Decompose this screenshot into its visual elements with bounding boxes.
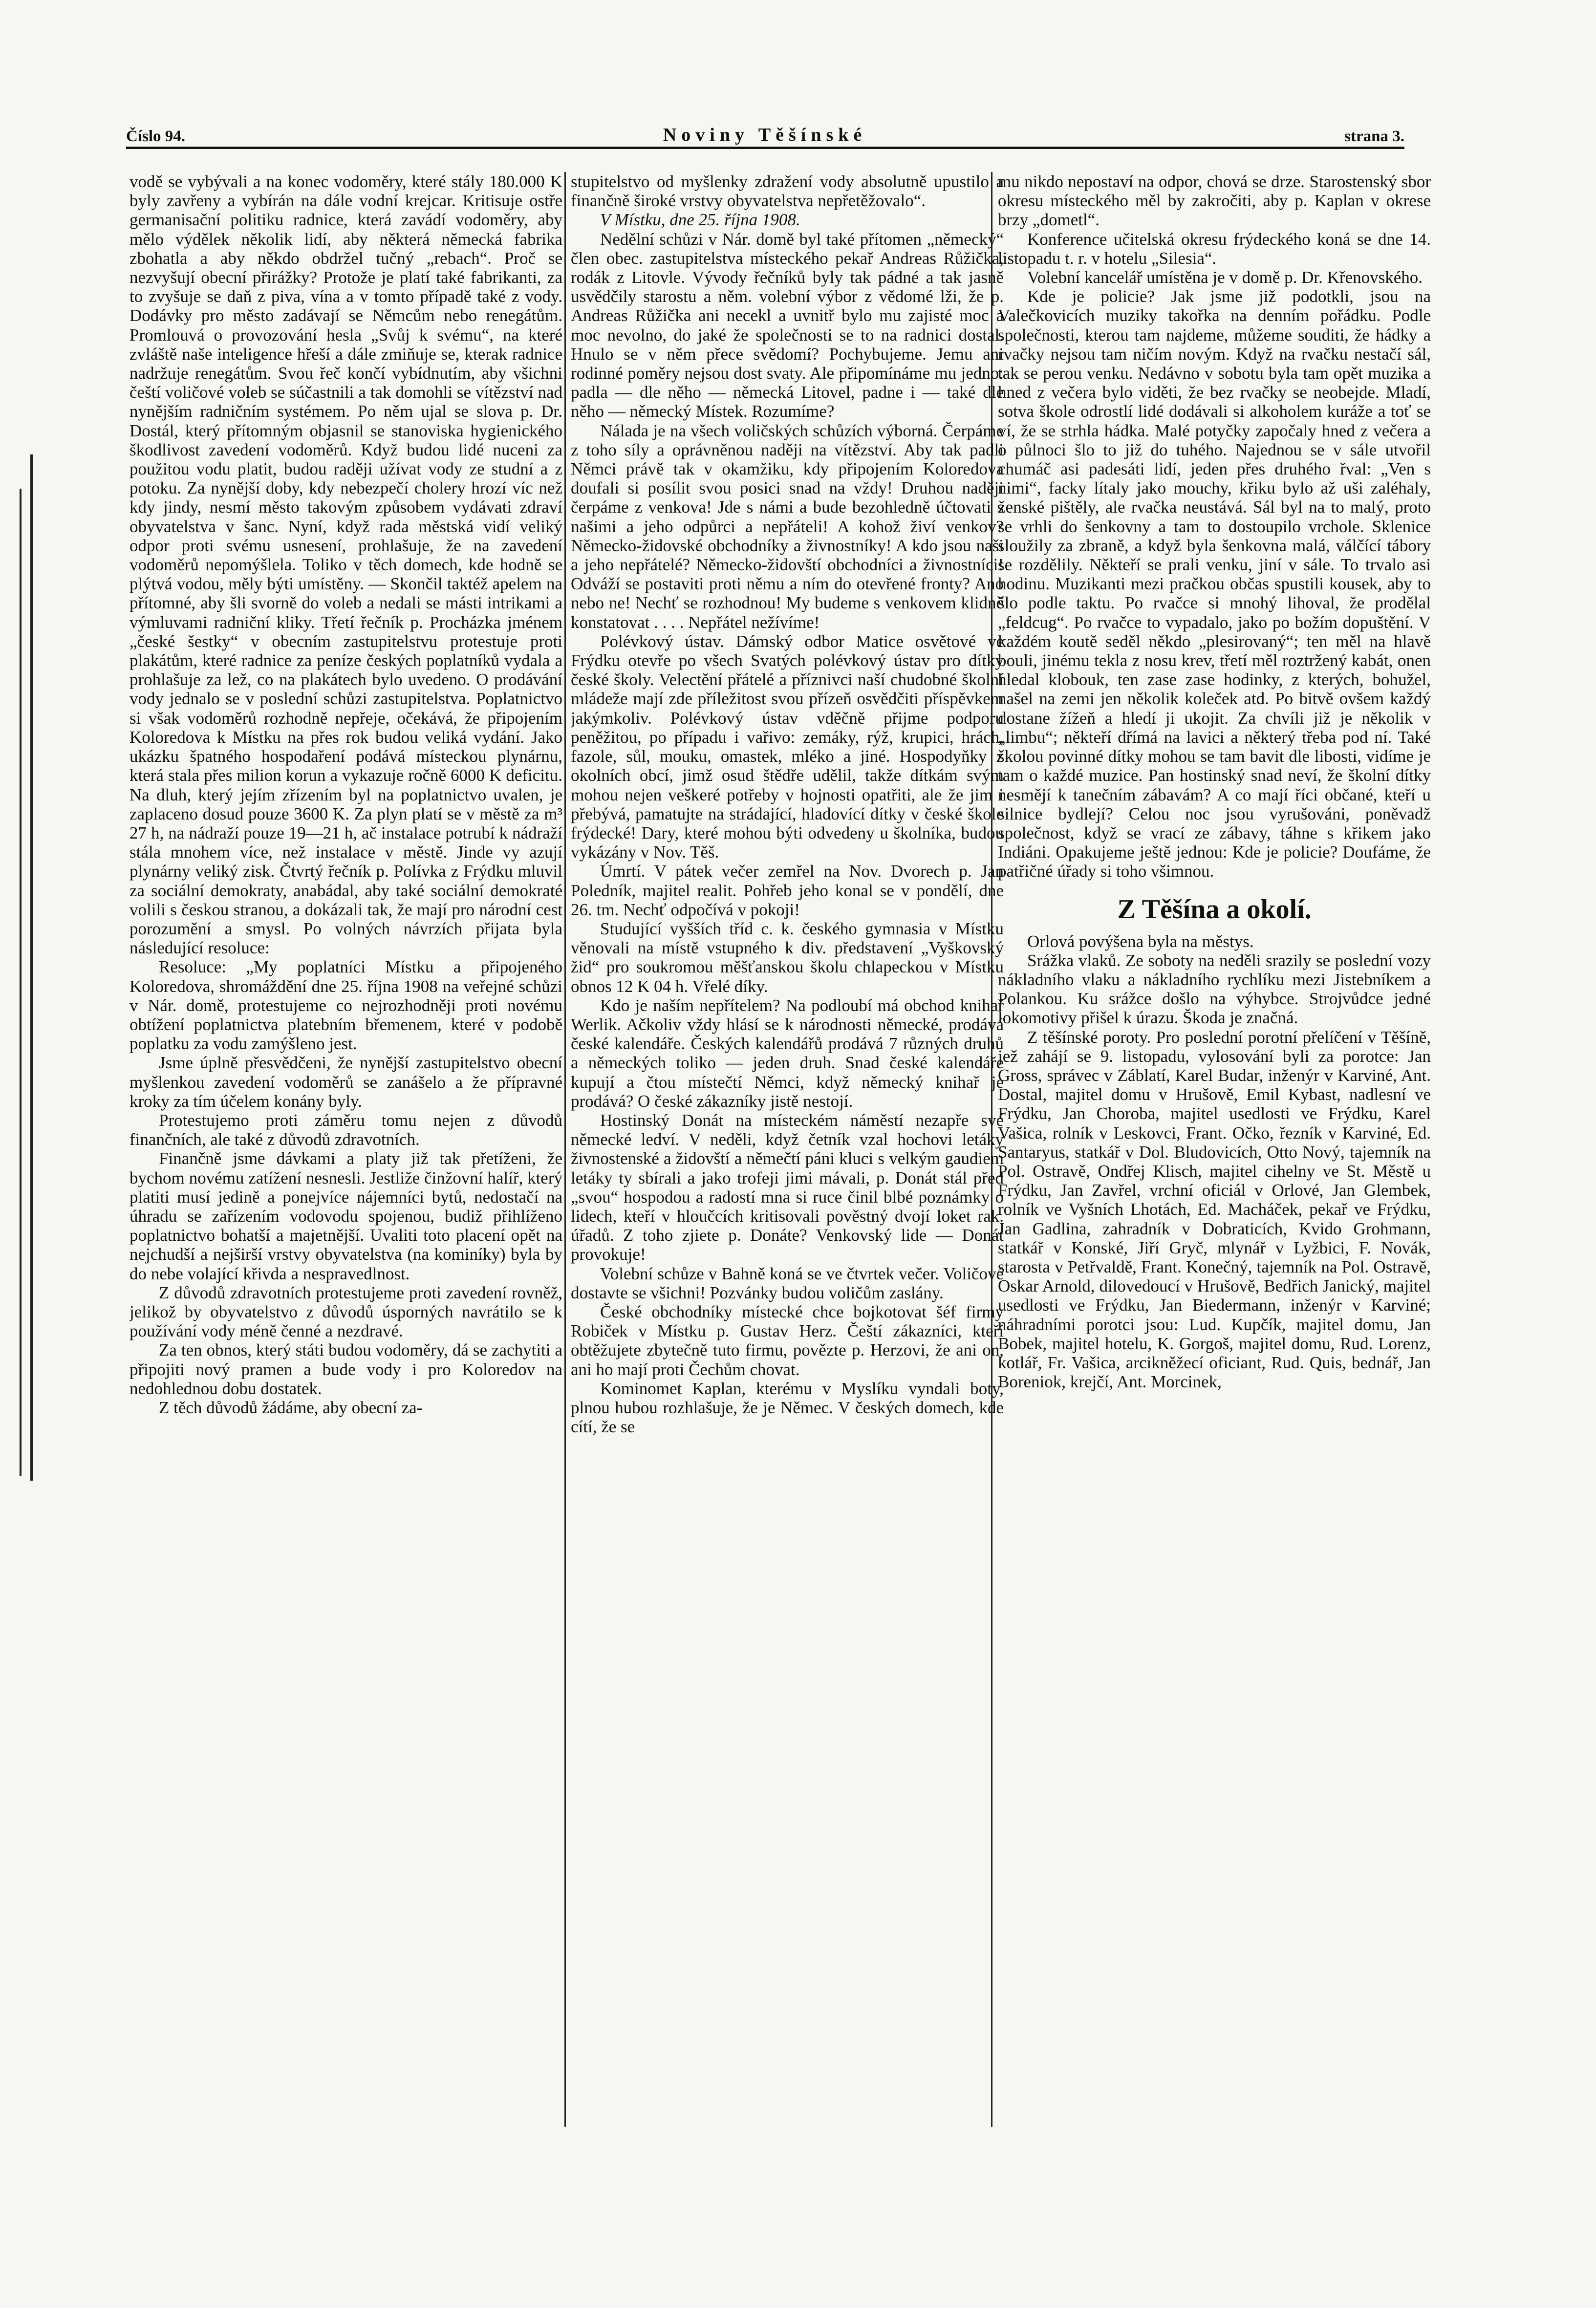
paragraph: Finančně jsme dávkami a platy již tak přetíženi, že bychom novému zatížení nesnesli. Jestliže činžovní halíř, který platiti musí jedině a ponejvíce nájemníci bytů, nedostačí na úhradu se zařízením vodovodu spojenou, budiž přihlíženo poplatnictvo bohatší a majetnější. Uvaliti toto placení opět na nejchudší a nejširší vrstvy obyvatelstva (na kominíky) byla by do nebe volající křivda a nespravedlnost. — [129, 1149, 562, 1283]
section-heading: Z Těšína a okolí. — [1117, 894, 1312, 925]
paragraph: Úmrtí. V pátek večer zemřel na Nov. Dvorech p. Jan Poledník, majitel realit. Pohřeb jeho konal se v pondělí, dne 26. tm. Nechť odpočívá v pokoji! — [571, 862, 1004, 919]
paragraph: České obchodníky místecké chce bojkotovat šéf firmy Robiček v Místku p. Gustav Herz. Čeští zákazníci, kteří obtěžujete zbytečně tuto firmu, povězte p. Herzovi, že ani on, ani ho mají proti Čechům chovat. — [571, 1302, 1004, 1379]
paragraph: Resoluce: „My poplatníci Místku a připojeného Koloredova, shromáždění dne 25. října 1908 na veřejné schůzi v Nár. domě, protestujeme co nejrozhodněji proti novému obtížení poplatnictva platebním břemenem, které v podobě poplatku za vodu zamýšleno jest. — [129, 957, 562, 1054]
page-header — [126, 116, 1404, 146]
paragraph: Srážka vlaků. Ze soboty na neděli srazily se poslední vozy nákladního vlaku a nákladního rychlíku mezi Jistebníkem a Polankou. Ku srážce došlo na výhybce. Strojvůdce jedné lokomotivy přišel k úrazu. Škoda je značná. — [998, 950, 1431, 1028]
paragraph: Kominomet Kaplan, kterému v Myslíku vyndali boty, plnou hubou rozhlašuje, že je Němec. V českých domech, kde cítí, že se — [571, 1379, 1004, 1437]
issue-number: Číslo 94. — [126, 128, 186, 145]
newspaper-title: Noviny Těšínské — [663, 125, 867, 145]
paragraph: Orlová povýšena byla na městys. — [1027, 931, 1254, 951]
paragraph: Volební kancelář umístěna je v domě p. Dr. Křenovského. — [1027, 268, 1423, 287]
column-1 — [129, 172, 562, 2151]
paragraph: stupitelstvo od myšlenky zdražení vody absolutně upustilo a finančně široké vrstvy obyvatelstva nepřetěžovalo“. — [571, 172, 1004, 211]
paragraph: Z těšínské poroty. Pro poslední porotní přelíčení v Těšíně, jež zahájí se 9. listopadu, vylosování byli za porotce: Jan Gross, správec v Záblatí, Karel Budar, inženýr v Karviné, Ant. Dostal, majitel domu v Hrušově, Emil Kybast, nadlesní ve Frýdku, Jan Choroba, majitel usedlosti ve Frýdku, Karel Vašica, rolník v Leskovci, Frant. Očko, řezník v Karviné, Ed. Santaryus, statkář v Dol. Bludovicích, Otto Nový, tajemník na Pol. Ostravě, Ondřej Klisch, majitel cihelny ve St. Městě u Frýdku, Jan Zavřel, vrchní oficiál v Orlové, Jan Glembek, rolník ve Vyšních Lhotách, Ed. Macháček, pekař ve Frýdku, Jan Gadlina, zahradník v Dobraticích, Kvido Grohmann, statkář v Konské, Jiří Gryč, mlynář v Lyžbici, F. Novák, starosta v Petřvaldě, Frant. Konečný, tajemník na Pol. Ostravě, Oskar Arnold, dilovedoucí v Hrušově, Bedřich Janický, majitel usedlosti ve Frýdku, Jan Biedermann, inženýr v Karviné; náhradními porotci jsou: Lud. Kupčík, majitel domu, Jan Bobek, majitel hotelu, K. Gorgoš, majitel domu, Rud. Lorenz, kotlář, Fr. Vašica, arcikněžecí oficiant, Rud. Quis, bednář, Jan Boreniok, krejčí, Ant. Morcinek, — [998, 1027, 1431, 1392]
paragraph: Za ten obnos, který státi budou vodoměry, dá se zachytiti a připojiti nový pramen a bude vody i pro Koloredov na nedohlednou dobu dostatek. — [129, 1340, 562, 1398]
paragraph: Protestujemo proti záměru tomu nejen z důvodů finančních, ale také z důvodů zdravotních. — [129, 1110, 562, 1149]
paragraph: Z důvodů zdravotních protestujeme proti zavedení rovněž, jelikož by obyvatelstvo z důvodů úsporných navrátilo se k používání vody méně čenné a nezdravé. — [129, 1283, 562, 1341]
paragraph: Jsme úplně přesvědčeni, že nynější zastupitelstvo obecní myšlenkou zavedení vodoměrů se zanášelo a že přípravné kroky za tím účelem konány byly. — [129, 1053, 562, 1111]
paragraph: Volební schůze v Bahně koná se ve čtvrtek večer. Voličové dostavte se všichni! Pozvánky budou voličům zaslány. — [571, 1264, 1004, 1302]
column-2 — [571, 172, 1004, 2151]
paragraph: Studující vyšších tříd c. k. českého gymnasia v Místku věnovali na místě vstupného k div. představení „Vyškovský žid“ pro soukromou měšťanskou školu chlapeckou v Místku obnos 12 K 04 h. Vřelé díky. — [571, 919, 1004, 996]
paragraph: Konference učitelská okresu frýdeckého koná se dne 14. listopadu t. r. v hotelu „Silesia“. — [998, 229, 1431, 268]
left-margin-mark — [30, 454, 33, 1481]
paragraph: mu nikdo nepostaví na odpor, chová se drze. Starostenský sbor okresu místeckého měl by zakročiti, aby p. Kaplan v okrese brzy „dometl“. — [998, 172, 1431, 230]
paragraph: Nedělní schůzi v Nár. domě byl také přítomen „německý“ člen obec. zastupitelstva místeckého pekař Andreas Růžička, rodák z Litovle. Vývody řečníků byly tak pádné a tak jasně usvědčily starostu a něm. volební výbor z vědomé lži, že p. Andreas Růžička ani necekl a uvnitř bylo mu zajisté moc a moc nevolno, do jaké že společnosti se to na radnici dostal. Hnulo se v něm přece svědomí? Pochybujeme. Jemu ani rodinné poměry nejsou dost svaty. Ale připomínáme mu jedno: padla — dle něho — německá Litovel, padne i — také dle něho — německý Místek. Rozumíme? — [571, 229, 1004, 421]
header-rule — [126, 147, 1404, 149]
column-3 — [998, 172, 1431, 2151]
page-number: strana 3. — [1344, 128, 1404, 145]
paragraph: Nálada je na všech voličských schůzích výborná. Čerpáme z toho síly a oprávněnou naději na vítězství. Aby tak padli Němci právě tak v okamžiku, kdy připojením Koloredova doufali si posílit svou posici snad na vždy! Druhou naději čerpáme z venkova! Jde s námi a bude bezohledně účtovati s našimi a jeho odpůrci a nepřáteli! A kohož živí venkov? Německo-židovské obchodníky a živnostníky! A kdo jsou naši a jeho nepřátelé? Německo-židovští obchodníci a živnostníci! Odváží se postaviti proti němu a ním do otevřené fronty? Ano nebo ne! Nechť se rozhodnou! My budeme s venkovem klidně konstatovat . . . . Nepřátel nežívíme! — [571, 421, 1004, 632]
left-margin-mark-2 — [20, 489, 22, 1476]
column-divider — [564, 172, 566, 2127]
paragraph: Hostinský Donát na místeckém náměstí nezapře své německé ledví. V neděli, když četník vzal hochovi letáky živnostenské a židovští a němečtí páni kluci s velkým gaudiem letáky ty sbírali a jako trofeji jimi mávali, p. Donát stál před „svou“ hospodou a radostí mna si ruce činil blbé poznámky o lidech, kteří v hloučcích kritisovali pověstný dvojí loket rak. úřadů. Z toho zjiete p. Donáte? Venkovský lide — Donát provokuje! — [571, 1110, 1004, 1264]
paragraph: Z těch důvodů žádáme, aby obecní za- — [159, 1398, 423, 1417]
paragraph: Polévkový ústav. Dámský odbor Matice osvětové ve Frýdku otevře po všech Svatých polévkový ústav pro dítky české školy. Velectění přátelé a příznivci naší chudobné školní mládeže mají zde příležitost svou přízeň osvědčiti příspěvkem jakýmkoliv. Polévkový ústav vděčně přijme podporu peněžitou, po případu i vařivo: zemáky, rýž, krupici, hrách, fazole, sůl, mouku, omastek, mléko a jiné. Hospodyňky z okolních obcí, jimž osud štědře udělil, takže dítkám svým mohou nejen veškeré potřeby v hojnosti opatřiti, ale že jim i přebývá, pamatujte na strádající, hladovící dítky v české škole frýdecké! Dary, které mohou býti odvedeny u školníka, budou vykázány v Nov. Těš. — [571, 631, 1004, 862]
dateline: V Místku, dne 25. října 1908. — [600, 210, 800, 230]
paragraph: Kde je policie? Jak jsme již podotkli, jsou na Valečkovicích muziky takořka na denním pořádku. Podle společnosti, kterou tam najdeme, můžeme souditi, že hádky a rvačky nejsou tam ničím novým. Když na rvačku nestačí sál, tak se perou venku. Nedávno v sobotu byla tam opět muzika a hned z večera bylo viděti, že bez rvačky se neobejde. Mladí, sotva škole odrostlí lidé dodávali si alkoholem kuráže a toť se ví, že se strhla hádka. Malé potyčky započaly hned z večera a o půlnoci šlo to již do tuhého. Najednou se v sále utvořil chumáč asi padesáti lidí, jeden přes druhého řval: „Ven s nimi“, facky lítaly jako mouchy, křiku bylo až uši zaléhaly, ženské pištěly, ale rvačka neustává. Sál byl na to malý, proto se vrhli do šenkovny a tam to dostoupilo vrchole. Sklenice sloužily za zbraně, a když byla šenkovna malá, válčící tábory se rozdělily. Někteří se prali venku, jiní v sále. To trvalo asi hodinu. Muzikanti mezi pračkou občas spustili kousek, aby to šlo podle taktu. Po rvačce si mnohý lihoval, že prodělal „feldcug“. Po rvačce to vypadalo, jako po božím dopuštění. V každém koutě seděl někdo „plesirovaný“; ten měl na hlavě bouli, jinému tekla z nosu krev, třetí měl roztržený kabát, onen hledal klobouk, ten zase zase hodinky, z kterých, bohužel, našel na zemi jen několik koleček atd. Po bitvě ovšem každý dostane žížeň a hledí ji ukojit. Za chvíli již je několik v „limbu“; někteří dřímá na lavici a některý třeba pod ní. Také školou povinné dítky mohou se tam bavit dle libosti, vidíme je tam o každé muzice. Pan hostinský snad neví, že školní dítky nesmějí k tanečním zábavám? A co mají říci občané, kteří u silnice bydlejí? Celou noc jsou vyrušováni, poněvadž společnost, když se vrací ze zábavy, táhne s křikem jako Indiáni. Opakujeme ještě jednou: Kde je policie? Doufáme, že patřičné úřady si toho všimnou. — [998, 287, 1431, 881]
paragraph: Kdo je naším nepřítelem? Na podloubí má obchod knihař Werlik. Ačkoliv vždy hlásí se k národnosti německé, prodává české kalendáře. Českých kalendářů prodává 7 různých druhů a německých toliko — jeden druh. Snad české kalendáře kupují a čtou místečtí Němci, když německý knihař je prodává? O české zákazníky jistě nestojí. — [571, 995, 1004, 1111]
paragraph: vodě se vybývali a na konec vodoměry, které stály 180.000 K byly zavřeny a vybírán na dále vodní krejcar. Kritisuje ostře germanisační politiku radnice, která zavádí vodoměry, aby mělo výdělek několik lidí, aby některá německá fabrika zbohatla a aby někdo obdržel tučný „rebach“. Proč se nezvyšují obecní přirážky? Protože je platí také fabrikanti, za to zvyšuje se daň z piva, vína a v tomto případě také z vody. Dodávky pro město zadávají se Němcům nebo renegátům. Promlouvá o provozování hesla „Svůj k svému“, na které zvláště naše inteligence hřeší a dále zmiňuje se, kterak radnice nadržuje renegátům. Svou řeč končí vybídnutím, aby všichni čeští voličové voleb se súčastnili a tak domohli se vítězství nad nynějším radničním systémem. Po něm ujal se slova p. Dr. Dostál, který přítomným objasnil se stanoviska hygienického škodlivost zavedení vodoměrů. Když budou lidé nuceni za použitou vodu platit, budou raději užívat vody ze studní a z potoku. Za nynější doby, kdy nebezpečí cholery hrozí víc než kdy jindy, nesmí město takovým způsobem vydávati zdraví obyvatelstva v šanc. Nyní, když rada městská vidí veliký odpor proti svému usnesení, prohlašuje, že na zavedení vodoměrů nepomýšlela. Toliko v těch domech, kde hodně se plýtvá vodou, měly býti umístěny. — Skončil taktéž apelem na přítomné, aby šli svorně do voleb a nedali se másti intrikami a výmluvami radniční kliky. Třetí řečník p. Procházka jménem „české šestky“ v obecním zastupitelstvu protestuje proti plakátům, které radnice za peníze českých poplatníků vydala a prohlašuje za lež, co na plakátech bylo uvedeno. O prodávání vody jednalo se v poslední schůzi zastupitelstva. Poplatnictvo si však vodoměrů rozhodně nepřeje, očekává, že připojením Koloredova k Místku na přes rok budou veliká vydání. Jako ukázku špatného hospodaření podává místeckou plynárnu, která stala přes milion korun a vykazuje ročně 6000 K deficitu. Na dluh, který jejím zřízením byl na poplatnictvo uvalen, je zaplaceno dosud pouze 3600 K. Za plyn platí se v městě za m³ 27 h, na nádraží pouze 19—21 h, ač instalace potrubí k nádraží stála mnohem více, než instalace v městě. Jinde vy azují plynárny veliký zisk. Čtvrtý řečník p. Polívka z Frýdku mluvil za sociální demokraty, anabádal, aby také sociální demokraté volili s českou stranou, a dokázali tak, že mají pro národní cest porozumění a smysl. Po volných návrzích přijata byla následující resoluce: — [129, 172, 562, 958]
